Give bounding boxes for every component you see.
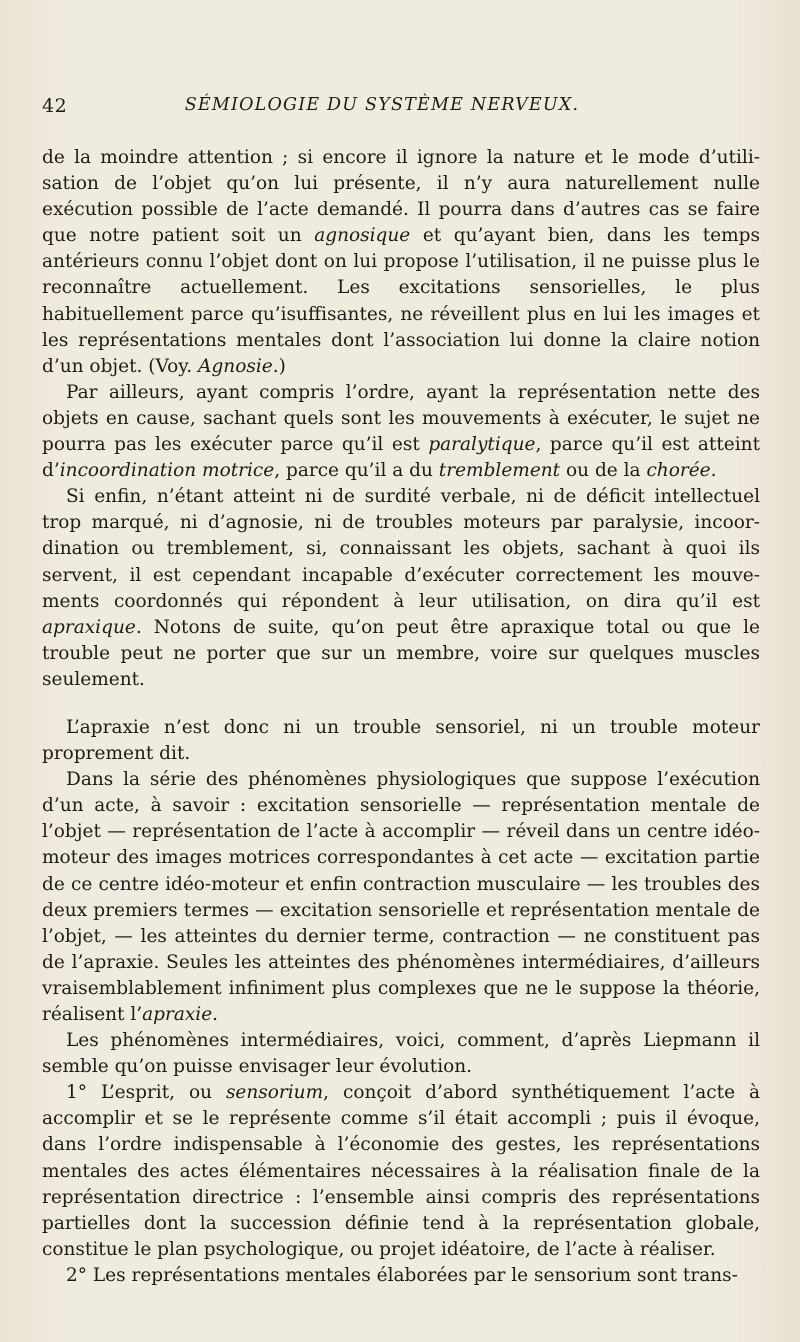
paragraph-p1 (42, 145, 760, 380)
text-run: de la moindre attention ; si encore il ignore la nature et le mode d’utilisation de l’objet qu’on lui présente, il n’y aura naturellement nulle exécution possible de l’acte demandé. Il pourra dans d’autres cas se faire que notre patient soit un (42, 147, 760, 247)
text-run: Dans la série des phénomènes physiologiques que suppose l’exécution d’un acte, à savoir : excitation sensorielle — représentation mentale de l’objet — représentation de l’acte à accomplir — réveil dans un centre idéo-moteur des images motrices correspondantes à cet acte — excitation partie de ce centre idéo-moteur et enfin contraction musculaire — les troubles des deux premiers termes — excitation sensorielle et représentation mentale de l’objet, — les atteintes du dernier terme, contraction — ne constituent pas de l’apraxie. Seules les atteintes des phénomènes intermédiaires, d’ailleurs vraisemblablement infiniment plus complexes que ne le suppose la théorie, réalisent l’ (42, 769, 760, 1025)
italic-term: Agnosie (198, 355, 273, 377)
text-run: , conçoit d’abord synthétiquement l’acte à accomplir et se le représente comme s’il était accompli ; puis il évoque, dans l’ordre indispensable à l’économie des gestes, les représentations mentales des actes élémentaires nécessaires à la réalisation finale de la représentation directrice : l’ensemble ainsi compris des représentations partielles dont la succession définie tend à la représentation globale, constitue le plan psychologique, ou projet idéatoire, de l’acte à réaliser. (42, 1082, 760, 1260)
text-run: L’apraxie n’est donc ni un trouble sensoriel, ni un trouble moteur proprement dit. (42, 716, 760, 765)
section-gap (42, 693, 760, 715)
page-header (42, 95, 742, 121)
paragraph-p3 (42, 484, 760, 693)
italic-term: tremblement (438, 460, 561, 482)
text-run: Par ailleurs, ayant compris l’ordre, ayant la représentation nette des objets en cause, sachant quels sont les mouvements à exécuter, le sujet ne pourra pas les exécuter parce qu’il est (42, 381, 760, 456)
text-run: Si enfin, n’étant atteint ni de surdité verbale, ni de déficit intellectuel trop marqué, ni d’agnosie, ni de troubles moteurs par paralysie, incoordination ou tremblement, si, connaissant les objets, sachant à quoi ils servent, il est cependant incapable d’exécuter correctement les mouvements coordonnés qui répondent à leur utilisation, on dira qu’il est (42, 486, 760, 612)
paragraph-p6 (42, 1028, 760, 1080)
italic-term: chorée (646, 460, 711, 482)
text-run: . (212, 1004, 219, 1025)
italic-term: paralytique (428, 434, 536, 456)
paragraph-p2 (42, 380, 760, 484)
text-run: .) (272, 355, 286, 377)
paragraph-p8 (42, 1263, 760, 1289)
body-text (42, 145, 760, 1289)
text-run: . (710, 460, 717, 482)
text-run: 2° Les représentations mentales élaborées par le sensorium sont trans- (66, 1264, 738, 1286)
text-run: ou de la (560, 460, 647, 482)
italic-term: apraxie (142, 1004, 213, 1025)
paragraph-p7 (42, 1080, 760, 1263)
text-run: Les phénomènes intermédiaires, voici, comment, d’après Liepmann il semble qu’on puisse envisager leur évolution. (42, 1030, 760, 1078)
paragraph-p5 (42, 767, 760, 1028)
italic-term: apraxique (42, 616, 136, 638)
italic-term: agnosique (314, 225, 411, 247)
paragraph-p4 (42, 715, 760, 767)
italic-term: sensorium (225, 1082, 324, 1104)
text-run: , parce qu’il a du (274, 460, 439, 482)
text-run: , parce qu’il est atteint d’ (42, 434, 760, 482)
text-run: et qu’ayant bien, dans les temps antérieurs connu l’objet dont on lui propose l’utilisation, il ne puisse plus le reconnaître actuellement. Les excitations sensorielles, le plus habituellement parce qu’isuffisantes, ne réveillent plus en lui les images et les représentations mentales dont l’association lui donne la claire notion d’un objet. (Voy. (42, 225, 760, 377)
italic-term: incoordination motrice (59, 460, 275, 482)
text-run: 1° L’esprit, ou (66, 1082, 226, 1104)
text-run: . Notons de suite, qu’on peut être apraxique total ou que le trouble peut ne porter que sur un membre, voire sur quelques muscles seulement. (42, 616, 760, 690)
running-title: SÉMIOLOGIE DU SYSTÈME NERVEUX. (184, 95, 580, 115)
page-number: 42 (42, 95, 68, 117)
